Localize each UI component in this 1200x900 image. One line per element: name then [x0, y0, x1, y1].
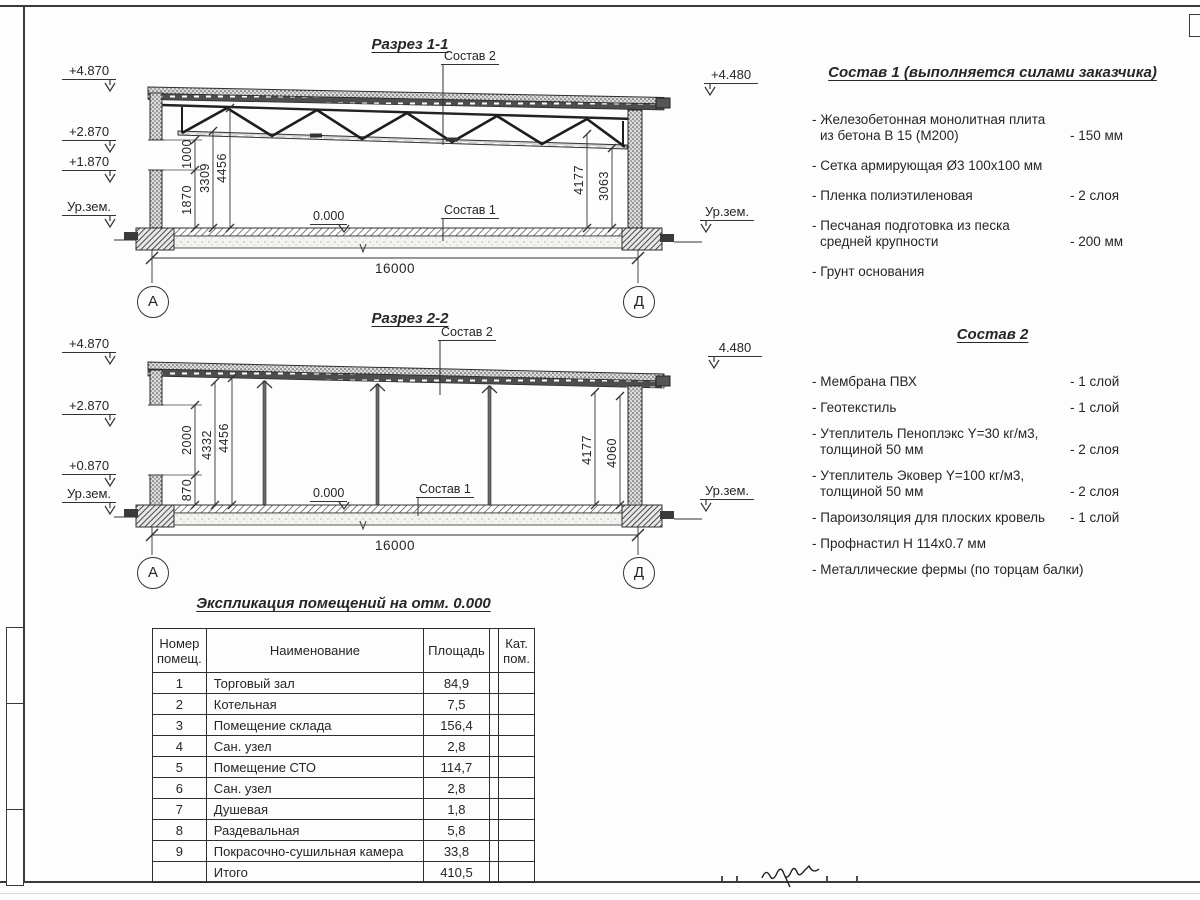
dimension-label: 4177	[572, 165, 586, 195]
elevation-arrow-icon	[102, 80, 118, 93]
table-row	[153, 778, 535, 799]
room-category	[499, 673, 535, 694]
section-1-1-drawing	[60, 30, 770, 330]
elevation-mark	[62, 154, 116, 171]
elevation-arrow-icon	[102, 503, 118, 516]
sostav1-items	[812, 112, 1185, 294]
axis-bubble-d: Д	[623, 557, 655, 589]
room-number: 5	[153, 757, 207, 778]
room-schedule-title: Экспликация помещений на отм. 0.000	[196, 595, 491, 612]
ground-level-text: Ур.зем.	[700, 483, 754, 500]
room-name: Котельная	[206, 694, 423, 715]
room-area: 156,4	[424, 715, 490, 736]
item-text: толщиной 50 мм	[820, 484, 924, 499]
elevation-arrow-icon	[706, 357, 722, 370]
axis-bubble-a: А	[137, 286, 169, 318]
item-text: - Металлические фермы (по торцам балки)	[812, 562, 1084, 577]
room-name: Помещение СТО	[206, 757, 423, 778]
room-number: 1	[153, 673, 207, 694]
table-row	[153, 673, 535, 694]
item-value: - 2 слоя	[1070, 188, 1120, 203]
room-area: 33,8	[424, 841, 490, 862]
room-area: 114,7	[424, 757, 490, 778]
span-dimension-label: 16000	[374, 538, 416, 553]
section-1-1-title: Разрез 1-1	[371, 36, 449, 53]
axis-bubble-d: Д	[623, 286, 655, 318]
frame-top-line	[0, 5, 1200, 7]
list-item	[812, 400, 1185, 416]
elevation-arrow-icon	[102, 171, 118, 184]
room-number: 9	[153, 841, 207, 862]
margin-stamp-box-2	[6, 703, 24, 811]
ground-level-text: Ур.зем.	[700, 204, 754, 221]
room-category	[499, 736, 535, 757]
sostav1-leader-label: Состав 1	[416, 482, 474, 498]
sostav2-items	[812, 374, 1185, 588]
room-area: 84,9	[424, 673, 490, 694]
room-number	[153, 862, 207, 883]
margin-stamp-box-1	[6, 627, 24, 705]
elevation-arrow-icon	[698, 221, 714, 234]
item-text: - Сетка армирующая Ø3 100х100 мм	[812, 158, 1043, 173]
down-arrow-icon	[337, 224, 351, 234]
room-name: Душевая	[206, 799, 423, 820]
dimension-label: 2000	[180, 425, 194, 455]
table-total-row	[153, 862, 535, 883]
item-value: - 1 слой	[1070, 374, 1120, 389]
list-item	[812, 536, 1185, 552]
section-1-1	[60, 30, 770, 330]
room-category	[499, 841, 535, 862]
item-text: - Профнастил Н 114х0.7 мм	[812, 536, 986, 551]
room-category	[499, 694, 535, 715]
room-area: 1,8	[424, 799, 490, 820]
room-name: Торговый зал	[206, 673, 423, 694]
sostav2-title: Состав 2	[956, 326, 1029, 343]
dimension-label: 3063	[597, 171, 611, 201]
section-2-2-title: Разрез 2-2	[371, 310, 449, 327]
span-dimension-label: 16000	[374, 261, 416, 276]
elevation-arrow-icon	[702, 84, 718, 97]
item-value: - 1 слой	[1070, 510, 1120, 525]
dimension-label: 4060	[605, 438, 619, 468]
sostav2-leader-label: Состав 2	[441, 49, 499, 65]
ground-level-mark	[62, 486, 116, 503]
sostav1-title: Состав 1 (выполняется силами заказчика)	[828, 64, 1157, 81]
elevation-mark	[62, 124, 116, 141]
room-area: 2,8	[424, 736, 490, 757]
total-area: 410,5	[424, 862, 490, 883]
elevation-value: +0.870	[62, 458, 116, 475]
room-number: 8	[153, 820, 207, 841]
elevation-arrow-icon	[102, 141, 118, 154]
room-number: 3	[153, 715, 207, 736]
dimension-label: 4456	[217, 423, 231, 453]
ground-level-mark	[62, 199, 116, 216]
page-edge-line	[0, 893, 1200, 894]
elevation-value: +2.870	[62, 124, 116, 141]
elevation-value: +2.870	[62, 398, 116, 415]
ground-level-mark	[700, 483, 754, 500]
room-number: 2	[153, 694, 207, 715]
ground-level-mark	[700, 204, 754, 221]
table-row	[153, 820, 535, 841]
item-text: - Песчаная подготовка из песка	[812, 218, 1010, 233]
room-area: 2,8	[424, 778, 490, 799]
item-text: - Грунт основания	[812, 264, 925, 279]
list-item	[812, 188, 1185, 204]
elevation-arrow-icon	[102, 415, 118, 428]
col-header-gap	[489, 629, 498, 673]
elevation-mark	[62, 458, 116, 475]
zero-level-mark	[310, 486, 347, 502]
room-area: 5,8	[424, 820, 490, 841]
sostav2-block	[800, 322, 1185, 584]
dimension-label: 4332	[200, 430, 214, 460]
room-category	[499, 757, 535, 778]
section-2-2-drawing	[60, 300, 770, 605]
dimension-label: 4456	[215, 153, 229, 183]
room-area: 7,5	[424, 694, 490, 715]
item-text: из бетона В 15 (М200)	[820, 128, 959, 143]
item-text: - Утеплитель Эковер Y=100 кг/м3,	[812, 468, 1025, 483]
item-text: - Геотекстиль	[812, 400, 897, 415]
room-number: 7	[153, 799, 207, 820]
list-item	[812, 374, 1185, 390]
sostav1-leader-label: Состав 1	[441, 203, 499, 219]
elevation-mark	[62, 63, 116, 80]
list-item	[812, 218, 1185, 250]
elevation-mark	[704, 67, 758, 84]
sostav1-block	[800, 60, 1185, 300]
axis-bubble-a: А	[137, 557, 169, 589]
zero-level-mark	[310, 209, 347, 225]
elevation-mark	[708, 340, 762, 357]
zero-level-text: 0.000	[313, 209, 345, 223]
room-name: Покрасочно-сушильная камера	[206, 841, 423, 862]
down-arrow-icon	[337, 501, 351, 511]
table-row	[153, 799, 535, 820]
item-text: - Железобетонная монолитная плита	[812, 112, 1046, 127]
list-item	[812, 468, 1185, 500]
room-category	[499, 715, 535, 736]
room-schedule-table	[152, 628, 535, 883]
table-header-row	[153, 629, 535, 673]
item-value: - 200 мм	[1070, 234, 1124, 249]
table-row	[153, 694, 535, 715]
elevation-mark	[62, 398, 116, 415]
sostav2-leader-label: Состав 2	[438, 325, 496, 341]
list-item	[812, 426, 1185, 458]
dimension-label: 1000	[180, 139, 194, 169]
table-row	[153, 736, 535, 757]
col-header-area: Площадь	[424, 629, 490, 673]
room-category	[499, 862, 535, 883]
signature-scribble	[700, 852, 900, 888]
item-value: - 2 слоя	[1070, 442, 1120, 457]
room-name: Помещение склада	[206, 715, 423, 736]
elevation-value: +4.870	[62, 63, 116, 80]
room-number: 4	[153, 736, 207, 757]
elevation-value: +1.870	[62, 154, 116, 171]
room-number: 6	[153, 778, 207, 799]
dimension-label: 1870	[180, 185, 194, 215]
room-category	[499, 778, 535, 799]
item-value: - 150 мм	[1070, 128, 1124, 143]
table-row	[153, 757, 535, 778]
col-header-number: Номер помещ.	[153, 629, 207, 673]
room-category	[499, 799, 535, 820]
elevation-arrow-icon	[698, 500, 714, 513]
col-header-category: Кат. пом.	[499, 629, 535, 673]
item-value: - 1 слой	[1070, 400, 1120, 415]
table-row	[153, 715, 535, 736]
item-text: - Мембрана ПВХ	[812, 374, 917, 389]
list-item	[812, 562, 1185, 578]
list-item	[812, 112, 1185, 144]
elevation-value: 4.480	[708, 340, 762, 357]
item-text: толщиной 50 мм	[820, 442, 924, 457]
frame-corner-box	[1189, 14, 1200, 37]
section-2-2	[60, 300, 770, 605]
list-item	[812, 158, 1185, 174]
elevation-mark	[62, 336, 116, 353]
room-schedule	[152, 595, 535, 890]
room-category	[499, 820, 535, 841]
dimension-label: 4177	[580, 435, 594, 465]
dimension-label: 3309	[198, 163, 212, 193]
elevation-value: +4.480	[704, 67, 758, 84]
list-item	[812, 264, 1185, 280]
elevation-value: +4.870	[62, 336, 116, 353]
list-item	[812, 510, 1185, 526]
elevation-arrow-icon	[102, 353, 118, 366]
dimension-label: 870	[180, 478, 194, 502]
ground-level-text: Ур.зем.	[62, 199, 116, 216]
zero-level-text: 0.000	[313, 486, 345, 500]
margin-stamp-box-3	[6, 809, 24, 886]
item-value: - 2 слоя	[1070, 484, 1120, 499]
room-name: Раздевальная	[206, 820, 423, 841]
item-text: - Пленка полиэтиленовая	[812, 188, 973, 203]
item-text: - Пароизоляция для плоских кровель	[812, 510, 1046, 525]
table-row	[153, 841, 535, 862]
room-name: Сан. узел	[206, 778, 423, 799]
col-header-name: Наименование	[206, 629, 423, 673]
elevation-arrow-icon	[102, 216, 118, 229]
ground-level-text: Ур.зем.	[62, 486, 116, 503]
total-label: Итого	[206, 862, 423, 883]
room-name: Сан. узел	[206, 736, 423, 757]
item-text: средней крупности	[820, 234, 939, 249]
item-text: - Утеплитель Пеноплэкс Y=30 кг/м3,	[812, 426, 1039, 441]
